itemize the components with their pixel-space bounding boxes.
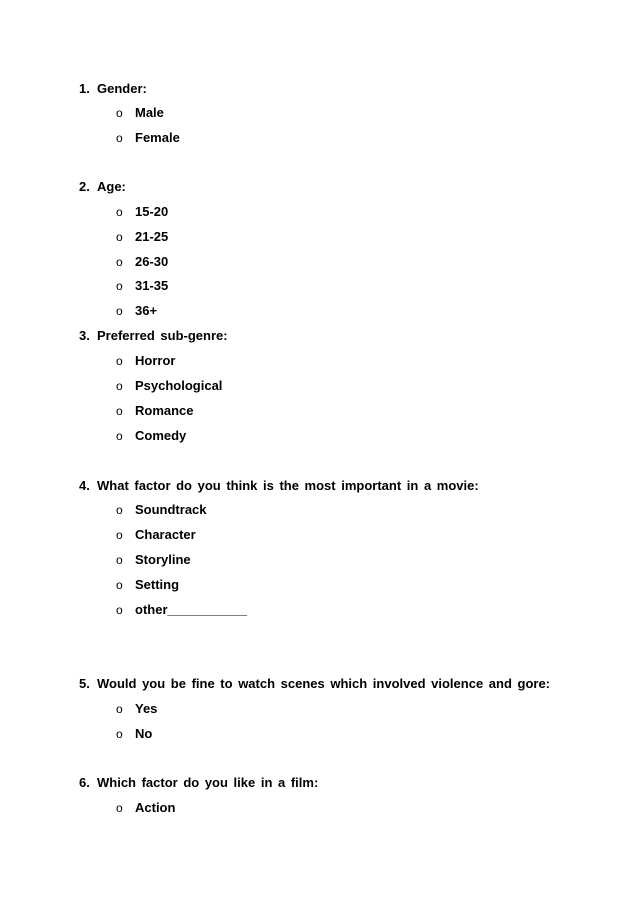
option-label: 31-35 — [135, 278, 169, 293]
question-4 — [79, 478, 479, 494]
radio-bullet-icon: o — [116, 205, 123, 219]
radio-bullet-icon: o — [116, 230, 123, 244]
option-label: Setting — [135, 577, 180, 592]
question-text: Would you be fine to watch scenes which involved violence and gore: — [97, 676, 551, 691]
option-action[interactable] — [116, 800, 175, 816]
radio-bullet-icon: o — [116, 379, 123, 393]
option-label: Horror — [135, 353, 176, 368]
option-label: Comedy — [135, 428, 187, 443]
option-label: 21-25 — [135, 229, 169, 244]
option-31-35[interactable] — [116, 278, 168, 294]
question-1 — [79, 81, 147, 97]
option-no[interactable] — [116, 726, 152, 742]
radio-bullet-icon: o — [116, 553, 123, 567]
radio-bullet-icon: o — [116, 354, 123, 368]
radio-bullet-icon: o — [116, 578, 123, 592]
option-romance[interactable] — [116, 403, 194, 419]
option-male[interactable] — [116, 105, 164, 121]
option-26-30[interactable] — [116, 254, 168, 270]
question-text: Preferred sub-genre: — [97, 328, 228, 343]
option-21-25[interactable] — [116, 229, 168, 245]
question-number: 2. — [79, 179, 90, 194]
radio-bullet-icon: o — [116, 801, 123, 815]
radio-bullet-icon: o — [116, 255, 123, 269]
question-5 — [79, 676, 550, 692]
question-text: Gender: — [97, 81, 147, 96]
question-text: Age: — [97, 179, 126, 194]
option-label: No — [135, 726, 153, 741]
option-label: Soundtrack — [135, 502, 207, 517]
option-label: Psychological — [135, 378, 223, 393]
option-comedy[interactable] — [116, 428, 186, 444]
option-psychological[interactable] — [116, 378, 222, 394]
option-36-plus[interactable] — [116, 303, 157, 319]
question-number: 4. — [79, 478, 90, 493]
question-number: 5. — [79, 676, 90, 691]
question-text: What factor do you think is the most important in a movie: — [97, 478, 479, 493]
option-label: Storyline — [135, 552, 191, 567]
radio-bullet-icon: o — [116, 279, 123, 293]
option-label: Character — [135, 527, 196, 542]
radio-bullet-icon: o — [116, 503, 123, 517]
question-number: 1. — [79, 81, 90, 96]
option-storyline[interactable] — [116, 552, 191, 568]
option-label: Male — [135, 105, 164, 120]
option-female[interactable] — [116, 130, 180, 146]
option-label: Female — [135, 130, 180, 145]
option-character[interactable] — [116, 527, 196, 543]
option-label: 36+ — [135, 303, 158, 318]
radio-bullet-icon: o — [116, 106, 123, 120]
radio-bullet-icon: o — [116, 304, 123, 318]
option-label: Romance — [135, 403, 194, 418]
option-15-20[interactable] — [116, 204, 168, 220]
option-setting[interactable] — [116, 577, 179, 593]
option-other[interactable] — [116, 602, 247, 618]
question-number: 6. — [79, 775, 90, 790]
question-3 — [79, 328, 228, 344]
question-number: 3. — [79, 328, 90, 343]
question-6 — [79, 775, 318, 791]
question-2 — [79, 179, 126, 195]
radio-bullet-icon: o — [116, 702, 123, 716]
option-horror[interactable] — [116, 353, 175, 369]
radio-bullet-icon: o — [116, 404, 123, 418]
radio-bullet-icon: o — [116, 727, 123, 741]
radio-bullet-icon: o — [116, 528, 123, 542]
option-soundtrack[interactable] — [116, 502, 207, 518]
question-text: Which factor do you like in a film: — [97, 775, 319, 790]
radio-bullet-icon: o — [116, 429, 123, 443]
radio-bullet-icon: o — [116, 131, 123, 145]
radio-bullet-icon: o — [116, 603, 123, 617]
option-label: other___________ — [135, 602, 248, 617]
option-label: Action — [135, 800, 176, 815]
option-yes[interactable] — [116, 701, 157, 717]
option-label: 26-30 — [135, 254, 169, 269]
option-label: 15-20 — [135, 204, 169, 219]
option-label: Yes — [135, 701, 158, 716]
